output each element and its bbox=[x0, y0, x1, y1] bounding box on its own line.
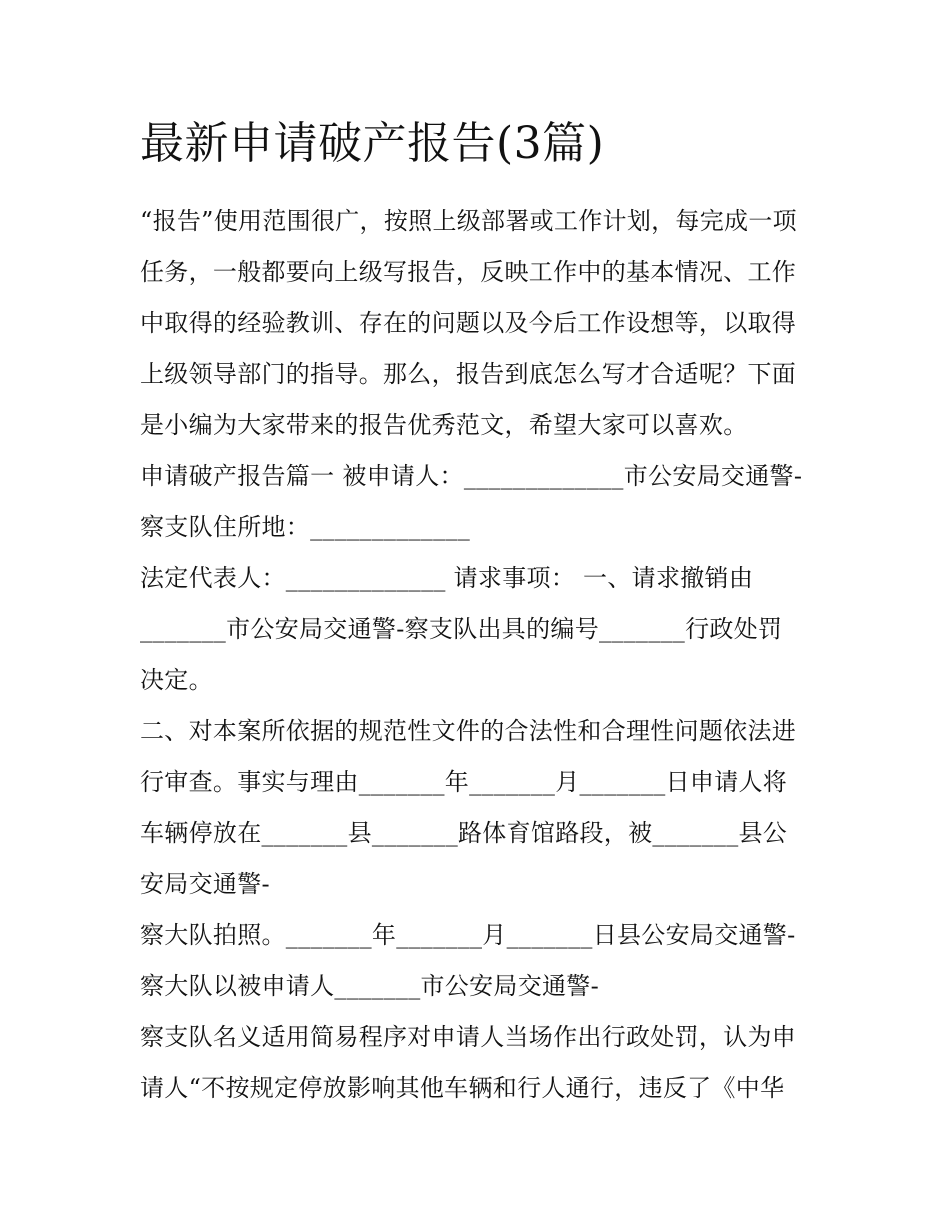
text-line: 决定。 bbox=[140, 666, 213, 694]
text-line: _______市公安局交通警-察支队出具的编号_______行政处罚 bbox=[140, 615, 783, 643]
text-line: 二、对本案所依据的规范性文件的合法性和合理性问题依法进 bbox=[140, 717, 797, 745]
text-line: 行审查。事实与理由_______年_______月_______日申请人将 bbox=[140, 768, 788, 796]
text-line: 安局交通警- bbox=[140, 870, 270, 898]
text-line: 察支队住所地：_____________ bbox=[140, 513, 470, 541]
text-line: 申请破产报告篇一 被申请人：_____________市公安局交通警- bbox=[140, 462, 803, 490]
text-line: 中取得的经验教训、存在的问题以及今后工作设想等，以取得 bbox=[140, 309, 797, 337]
document-body bbox=[140, 196, 820, 1114]
text-line: 法定代表人：_____________ 请求事项： 一、请求撤销由 bbox=[140, 564, 754, 592]
text-line: 请人“不按规定停放影响其他车辆和行人通行，违反了《中华 bbox=[140, 1074, 785, 1102]
text-line: 察大队拍照。_______年_______月_______日县公安局交通警- bbox=[140, 921, 796, 949]
text-line: 察大队以被申请人_______市公安局交通警- bbox=[140, 972, 600, 1000]
text-line: 车辆停放在_______县_______路体育馆路段，被_______县公 bbox=[140, 819, 788, 847]
text-line: 是小编为大家带来的报告优秀范文，希望大家可以喜欢。 bbox=[140, 411, 748, 439]
text-line: 察支队名义适用简易程序对申请人当场作出行政处罚，认为申 bbox=[140, 1023, 797, 1051]
text-line: 任务，一般都要向上级写报告，反映工作中的基本情况、工作 bbox=[140, 258, 797, 286]
page-title: 最新申请破产报告(3篇) bbox=[140, 118, 605, 169]
text-line: “报告”使用范围很广，按照上级部署或工作计划，每完成一项 bbox=[140, 207, 797, 235]
text-line: 上级领导部门的指导。那么，报告到底怎么写才合适呢？下面 bbox=[140, 360, 797, 388]
